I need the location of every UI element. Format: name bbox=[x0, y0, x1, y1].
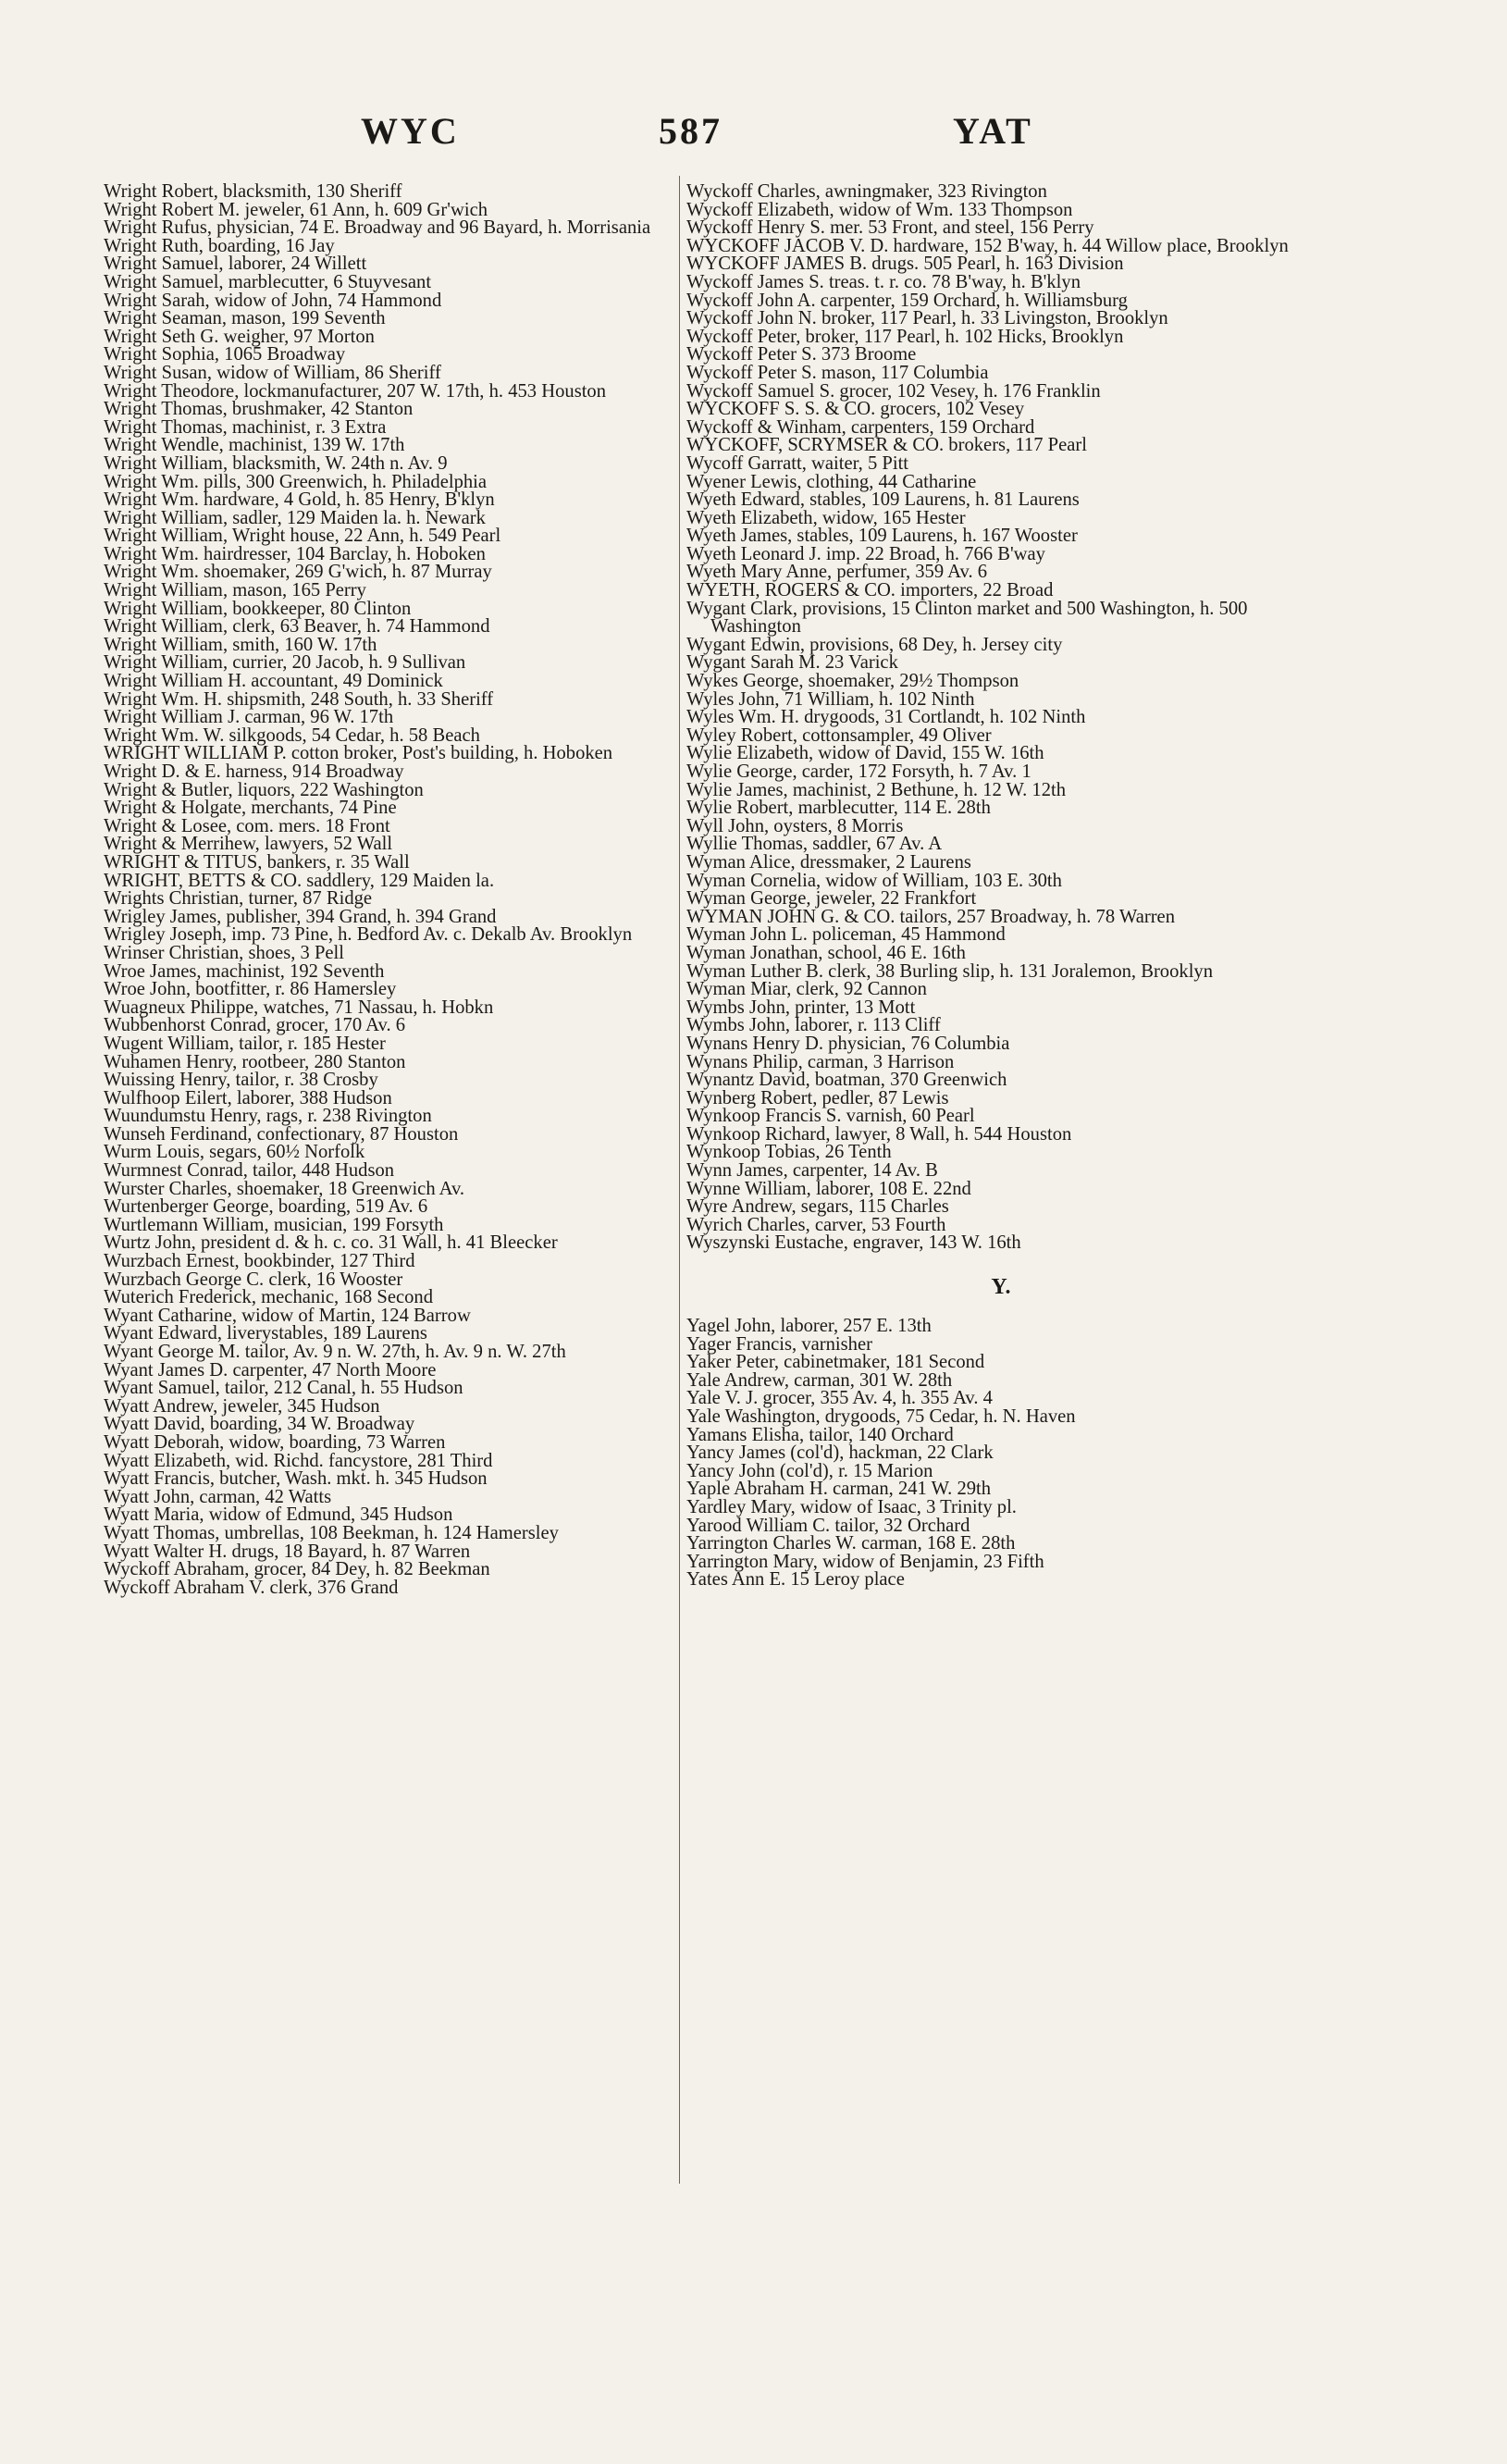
directory-entry: Wyman John L. policeman, 45 Hammond bbox=[686, 924, 1006, 946]
directory-entry: Wyckoff Peter S. 373 Broome bbox=[686, 344, 917, 365]
directory-entry: Wyeth Edward, stables, 109 Laurens, h. 81 Laurens bbox=[686, 489, 1080, 511]
directory-entry: Yarood William C. tailor, 32 Orchard bbox=[686, 1515, 970, 1536]
directory-entry: Wyman George, jeweler, 22 Frankfort bbox=[686, 888, 977, 910]
directory-entry: Wylie James, machinist, 2 Bethune, h. 12 W. 12th bbox=[686, 779, 1067, 800]
directory-entry: Wugent William, tailor, r. 185 Hester bbox=[104, 1033, 386, 1054]
directory-entry: Wright William J. carman, 96 W. 17th bbox=[104, 707, 394, 728]
directory-entry: Wyeth Leonard J. imp. 22 Broad, h. 766 B'way bbox=[686, 543, 1045, 564]
directory-entry: Wright & Butler, liquors, 222 Washington bbox=[104, 779, 424, 800]
directory-entry: Wyckoff Abraham, grocer, 84 Dey, h. 82 Beekman bbox=[104, 1559, 490, 1580]
directory-entry: Wyllie Thomas, saddler, 67 Av. A bbox=[686, 834, 943, 855]
directory-entry: Wynans Philip, carman, 3 Harrison bbox=[686, 1051, 955, 1072]
directory-entry: Wyckoff Abraham V. clerk, 376 Grand bbox=[104, 1577, 399, 1598]
directory-entry: Wurster Charles, shoemaker, 18 Greenwich Av. bbox=[104, 1178, 465, 1199]
directory-entry: Wyll John, oysters, 8 Morris bbox=[686, 815, 904, 836]
directory-entry: Wurzbach George C. clerk, 16 Wooster bbox=[104, 1269, 403, 1290]
directory-entry: Wynkoop Francis S. varnish, 60 Pearl bbox=[686, 1106, 975, 1127]
directory-entry: Wyatt Francis, butcher, Wash. mkt. h. 345 Hudson bbox=[104, 1468, 488, 1490]
directory-entry: Wyant Edward, liverystables, 189 Laurens bbox=[104, 1323, 427, 1344]
directory-entry: Wyckoff James S. treas. t. r. co. 78 B'way, h. B'klyn bbox=[686, 271, 1081, 292]
directory-entry: WYCKOFF S. S. & CO. grocers, 102 Vesey bbox=[686, 399, 1025, 420]
directory-entry: Wright Wm. shoemaker, 269 G'wich, h. 87 Murray bbox=[104, 562, 492, 583]
directory-entry: Yale Andrew, carman, 301 W. 28th bbox=[686, 1369, 953, 1391]
directory-entry: Wyckoff Samuel S. grocer, 102 Vesey, h. 176 Franklin bbox=[686, 380, 1101, 402]
directory-entry: Wright Robert M. jeweler, 61 Ann, h. 609 Gr'wich bbox=[104, 199, 488, 220]
directory-entry: Wright & Merrihew, lawyers, 52 Wall bbox=[104, 834, 393, 855]
directory-entry: Wright William, smith, 160 W. 17th bbox=[104, 634, 377, 655]
directory-entry: Wuterich Frederick, mechanic, 168 Second bbox=[104, 1287, 433, 1308]
directory-entry: Wright Thomas, machinist, r. 3 Extra bbox=[104, 416, 387, 438]
directory-entry: Wyckoff Charles, awningmaker, 323 Rivington bbox=[686, 181, 1047, 202]
directory-entry: Wyszynski Eustache, engraver, 143 W. 16th bbox=[686, 1232, 1021, 1254]
directory-entry: Wyeth Mary Anne, perfumer, 359 Av. 6 bbox=[686, 562, 988, 583]
directory-entry: Wright Wm. hardware, 4 Gold, h. 85 Henry, B'klyn bbox=[104, 489, 495, 511]
directory-entry: Wyles Wm. H. drygoods, 31 Cortlandt, h. 102 Ninth bbox=[686, 707, 1086, 728]
directory-entry: Yager Francis, varnisher bbox=[686, 1333, 872, 1355]
directory-entry: Wyre Andrew, segars, 115 Charles bbox=[686, 1196, 949, 1218]
directory-entry: Wyatt Andrew, jeweler, 345 Hudson bbox=[104, 1395, 380, 1417]
directory-entry: Wright D. & E. harness, 914 Broadway bbox=[104, 761, 404, 782]
directory-entry: Yancy John (col'd), r. 15 Marion bbox=[686, 1460, 933, 1481]
directory-entry: Wyant James D. carpenter, 47 North Moore bbox=[104, 1359, 437, 1381]
directory-entry: Wyckoff & Winham, carpenters, 159 Orchard bbox=[686, 416, 1035, 438]
directory-entry: Wycoff Garratt, waiter, 5 Pitt bbox=[686, 452, 909, 474]
directory-entry: Wyckoff John N. broker, 117 Pearl, h. 33 Livingston, Brooklyn bbox=[686, 308, 1168, 329]
section-heading-y: Y. bbox=[991, 1275, 1011, 1300]
directory-entry: Wright William, Wright house, 22 Ann, h. 549 Pearl bbox=[104, 526, 501, 547]
directory-entry: Wygant Sarah M. 23 Varick bbox=[686, 652, 898, 674]
directory-entry: WRIGHT WILLIAM P. cotton broker, Post's building, h. Hoboken bbox=[104, 743, 613, 764]
directory-entry: Wuissing Henry, tailor, r. 38 Crosby bbox=[104, 1070, 378, 1091]
directory-entry: Wylie Elizabeth, widow of David, 155 W. 16th bbox=[686, 743, 1044, 764]
directory-entry: Wright Wendle, machinist, 139 W. 17th bbox=[104, 435, 405, 456]
directory-entry: Yamans Elisha, tailor, 140 Orchard bbox=[686, 1424, 954, 1445]
directory-entry: Wright & Holgate, merchants, 74 Pine bbox=[104, 798, 397, 819]
directory-entry: Wright William, bookkeeper, 80 Clinton bbox=[104, 598, 412, 619]
directory-entry: Wyman Jonathan, school, 46 E. 16th bbox=[686, 942, 966, 963]
directory-entry: Wrigley Joseph, imp. 73 Pine, h. Bedford Av. c. Dekalb Av. Brooklyn bbox=[104, 924, 633, 946]
directory-entry: Wynkoop Richard, lawyer, 8 Wall, h. 544 Houston bbox=[686, 1123, 1072, 1145]
directory-entry: Wright & Losee, com. mers. 18 Front bbox=[104, 815, 390, 836]
directory-entry: Wyrich Charles, carver, 53 Fourth bbox=[686, 1214, 946, 1235]
page-number: 587 bbox=[659, 110, 723, 152]
directory-entry: Wyman Luther B. clerk, 38 Burling slip, h. 131 Joralemon, Brooklyn bbox=[686, 960, 1214, 982]
directory-entry: WYCKOFF JAMES B. drugs. 505 Pearl, h. 163 Division bbox=[686, 254, 1124, 275]
directory-entry: Wright Rufus, physician, 74 E. Broadway and 96 Bayard, h. Morrisania bbox=[104, 217, 651, 239]
directory-entry: Wulfhoop Eilert, laborer, 388 Hudson bbox=[104, 1087, 392, 1108]
directory-entry: Wurtenberger George, boarding, 519 Av. 6 bbox=[104, 1196, 428, 1218]
directory-entry: Wymbs John, printer, 13 Mott bbox=[686, 997, 916, 1018]
directory-entry: Wyckoff Peter, broker, 117 Pearl, h. 102 Hicks, Brooklyn bbox=[686, 326, 1124, 347]
directory-entry: Wright Samuel, marblecutter, 6 Stuyvesant bbox=[104, 271, 432, 292]
directory-entry: Wyatt Maria, widow of Edmund, 345 Hudson bbox=[104, 1504, 453, 1526]
directory-entry: Wygant Edwin, provisions, 68 Dey, h. Jersey city bbox=[686, 634, 1063, 655]
directory-entry: WRIGHT, BETTS & CO. saddlery, 129 Maiden la. bbox=[104, 870, 495, 891]
directory-entry: Wynne William, laborer, 108 E. 22nd bbox=[686, 1178, 971, 1199]
directory-entry: Wroe James, machinist, 192 Seventh bbox=[104, 960, 385, 982]
directory-entry: Wyeth James, stables, 109 Laurens, h. 167 Wooster bbox=[686, 526, 1078, 547]
directory-entry: Wyatt Elizabeth, wid. Richd. fancystore, 281 Third bbox=[104, 1450, 493, 1471]
directory-entry: Wrights Christian, turner, 87 Ridge bbox=[104, 888, 373, 910]
section-y-entries bbox=[686, 1318, 1316, 1590]
directory-entry: Wyley Robert, cottonsampler, 49 Oliver bbox=[686, 724, 992, 746]
directory-entry: Wyatt Walter H. drugs, 18 Bayard, h. 87 Warren bbox=[104, 1541, 471, 1562]
directory-entry: Yates Ann E. 15 Leroy place bbox=[686, 1569, 905, 1591]
directory-entry: Wright Wm. pills, 300 Greenwich, h. Philadelphia bbox=[104, 471, 488, 492]
directory-entry: Wright Wm. H. shipsmith, 248 South, h. 33 Sheriff bbox=[104, 688, 494, 710]
header-right-guide-word: YAT bbox=[953, 110, 1033, 152]
directory-entry: Wright William, blacksmith, W. 24th n. Av. 9 bbox=[104, 452, 448, 474]
right-column bbox=[686, 183, 1316, 1590]
directory-entry: Wykes George, shoemaker, 29½ Thompson bbox=[686, 671, 1019, 692]
directory-entry: Wyant Catharine, widow of Martin, 124 Barrow bbox=[104, 1305, 471, 1326]
directory-entry: WYETH, ROGERS & CO. importers, 22 Broad bbox=[686, 580, 1054, 601]
left-column bbox=[104, 183, 733, 1597]
directory-entry: Wynberg Robert, pedler, 87 Lewis bbox=[686, 1087, 949, 1108]
directory-entry: Wygant Clark, provisions, 15 Clinton market and 500 Washington, h. 500 Washington bbox=[686, 598, 1248, 638]
directory-entry: Wymbs John, laborer, r. 113 Cliff bbox=[686, 1015, 941, 1036]
directory-entry: WYMAN JOHN G. & CO. tailors, 257 Broadway, h. 78 Warren bbox=[686, 906, 1175, 927]
directory-entry: Wyatt Thomas, umbrellas, 108 Beekman, h. 124 Hamersley bbox=[104, 1522, 559, 1543]
directory-entry: WRIGHT & TITUS, bankers, r. 35 Wall bbox=[104, 851, 410, 873]
directory-entry: Wrinser Christian, shoes, 3 Pell bbox=[104, 942, 344, 963]
directory-entry: WYCKOFF JACOB V. D. hardware, 152 B'way, h. 44 Willow place, Brooklyn bbox=[686, 235, 1289, 256]
directory-entry: Wylie George, carder, 172 Forsyth, h. 7 Av. 1 bbox=[686, 761, 1031, 782]
directory-entry: Wyatt John, carman, 42 Watts bbox=[104, 1486, 332, 1507]
directory-entry: Wyatt Deborah, widow, boarding, 73 Warren bbox=[104, 1431, 446, 1453]
directory-entry: Wright Robert, blacksmith, 130 Sheriff bbox=[104, 181, 402, 202]
directory-entry: Wright William, mason, 165 Perry bbox=[104, 580, 366, 601]
directory-entry: Wyant George M. tailor, Av. 9 n. W. 27th, h. Av. 9 n. W. 27th bbox=[104, 1342, 566, 1362]
directory-entry: Wurmnest Conrad, tailor, 448 Hudson bbox=[104, 1160, 395, 1182]
directory-entry: Wyckoff Henry S. mer. 53 Front, and steel, 156 Perry bbox=[686, 217, 1094, 239]
directory-entry: Wrigley James, publisher, 394 Grand, h. 394 Grand bbox=[104, 906, 497, 927]
directory-entry: Yancy James (col'd), hackman, 22 Clark bbox=[686, 1442, 994, 1464]
directory-entry: Wyeth Elizabeth, widow, 165 Hester bbox=[686, 507, 966, 528]
directory-entry: Yaker Peter, cabinetmaker, 181 Second bbox=[686, 1352, 985, 1373]
directory-entry: Wyener Lewis, clothing, 44 Catharine bbox=[686, 471, 977, 492]
directory-entry: Wyles John, 71 William, h. 102 Ninth bbox=[686, 688, 975, 710]
directory-entry: Wroe John, bootfitter, r. 86 Hamersley bbox=[104, 979, 397, 1000]
directory-entry: Wright Ruth, boarding, 16 Jay bbox=[104, 235, 335, 256]
directory-entry: Wright William H. accountant, 49 Dominick bbox=[104, 671, 443, 692]
directory-entry: Wynans Henry D. physician, 76 Columbia bbox=[686, 1033, 1010, 1054]
directory-entry: Wurzbach Ernest, bookbinder, 127 Third bbox=[104, 1251, 415, 1272]
directory-entry: Wright Seth G. weigher, 97 Morton bbox=[104, 326, 375, 347]
directory-entry: Yarrington Charles W. carman, 168 E. 28th bbox=[686, 1533, 1016, 1554]
directory-entry: Wright Susan, widow of William, 86 Sheriff bbox=[104, 362, 441, 383]
directory-entry: Wunseh Ferdinand, confectionary, 87 Houston bbox=[104, 1123, 459, 1145]
directory-entry: Wright William, sadler, 129 Maiden la. h. Newark bbox=[104, 507, 486, 528]
directory-entry: Wylie Robert, marblecutter, 114 E. 28th bbox=[686, 798, 991, 819]
directory-entry: Wuundumstu Henry, rags, r. 238 Rivington bbox=[104, 1106, 432, 1127]
directory-entry: Wright Sophia, 1065 Broadway bbox=[104, 344, 346, 365]
page-header bbox=[0, 109, 1507, 183]
directory-entry: Wyman Miar, clerk, 92 Cannon bbox=[686, 979, 927, 1000]
directory-entry: Yaple Abraham H. carman, 241 W. 29th bbox=[686, 1479, 992, 1500]
directory-entry: Wright Theodore, lockmanufacturer, 207 W. 17th, h. 453 Houston bbox=[104, 380, 607, 402]
directory-entry: Wuhamen Henry, rootbeer, 280 Stanton bbox=[104, 1051, 406, 1072]
directory-entry: Wyckoff John A. carpenter, 159 Orchard, h. Williamsburg bbox=[686, 290, 1128, 311]
directory-entry: Yardley Mary, widow of Isaac, 3 Trinity pl. bbox=[686, 1496, 1017, 1517]
directory-entry: Wynkoop Tobias, 26 Tenth bbox=[686, 1142, 892, 1163]
directory-entry: Wuagneux Philippe, watches, 71 Nassau, h. Hobkn bbox=[104, 997, 494, 1018]
directory-entry: Wyant Samuel, tailor, 212 Canal, h. 55 Hudson bbox=[104, 1378, 463, 1399]
directory-entry: Wright Sarah, widow of John, 74 Hammond bbox=[104, 290, 442, 311]
directory-entry: Wright Thomas, brushmaker, 42 Stanton bbox=[104, 399, 414, 420]
directory-entry: Wurtz John, president d. & h. c. co. 31 Wall, h. 41 Bleecker bbox=[104, 1232, 558, 1254]
directory-entry: Yarrington Mary, widow of Benjamin, 23 Fifth bbox=[686, 1551, 1044, 1572]
directory-entry: Wurtlemann William, musician, 199 Forsyth bbox=[104, 1214, 444, 1235]
directory-entry: Wyckoff Elizabeth, widow of Wm. 133 Thompson bbox=[686, 199, 1073, 220]
directory-entry: Wynn James, carpenter, 14 Av. B bbox=[686, 1160, 938, 1182]
directory-entry: Wynantz David, boatman, 370 Greenwich bbox=[686, 1070, 1007, 1091]
directory-entry: Yagel John, laborer, 257 E. 13th bbox=[686, 1316, 932, 1337]
directory-entry: Yale V. J. grocer, 355 Av. 4, h. 355 Av. 4 bbox=[686, 1388, 993, 1409]
directory-entry: Yale Washington, drygoods, 75 Cedar, h. N. Haven bbox=[686, 1406, 1076, 1427]
directory-entry: Wright William, clerk, 63 Beaver, h. 74 Hammond bbox=[104, 616, 490, 638]
directory-entry: WYCKOFF, SCRYMSER & CO. brokers, 117 Pearl bbox=[686, 435, 1087, 456]
header-left-guide-word: WYC bbox=[361, 110, 460, 152]
directory-entry: Wyatt David, boarding, 34 W. Broadway bbox=[104, 1414, 415, 1435]
right-column-entries bbox=[686, 183, 1316, 1253]
directory-entry: Wyman Cornelia, widow of William, 103 E. 30th bbox=[686, 870, 1062, 891]
directory-entry: Wright Wm. W. silkgoods, 54 Cedar, h. 58 Beach bbox=[104, 724, 480, 746]
directory-entry: Wright Seaman, mason, 199 Seventh bbox=[104, 308, 386, 329]
directory-entry: Wright Samuel, laborer, 24 Willett bbox=[104, 254, 367, 275]
directory-entry: Wyman Alice, dressmaker, 2 Laurens bbox=[686, 851, 971, 873]
directory-entry: Wright William, currier, 20 Jacob, h. 9 Sullivan bbox=[104, 652, 466, 674]
directory-entry: Wubbenhorst Conrad, grocer, 170 Av. 6 bbox=[104, 1015, 406, 1036]
directory-entry: Wyckoff Peter S. mason, 117 Columbia bbox=[686, 362, 989, 383]
directory-entry: Wurm Louis, segars, 60½ Norfolk bbox=[104, 1142, 365, 1163]
directory-entry: Wright Wm. hairdresser, 104 Barclay, h. Hoboken bbox=[104, 543, 486, 564]
